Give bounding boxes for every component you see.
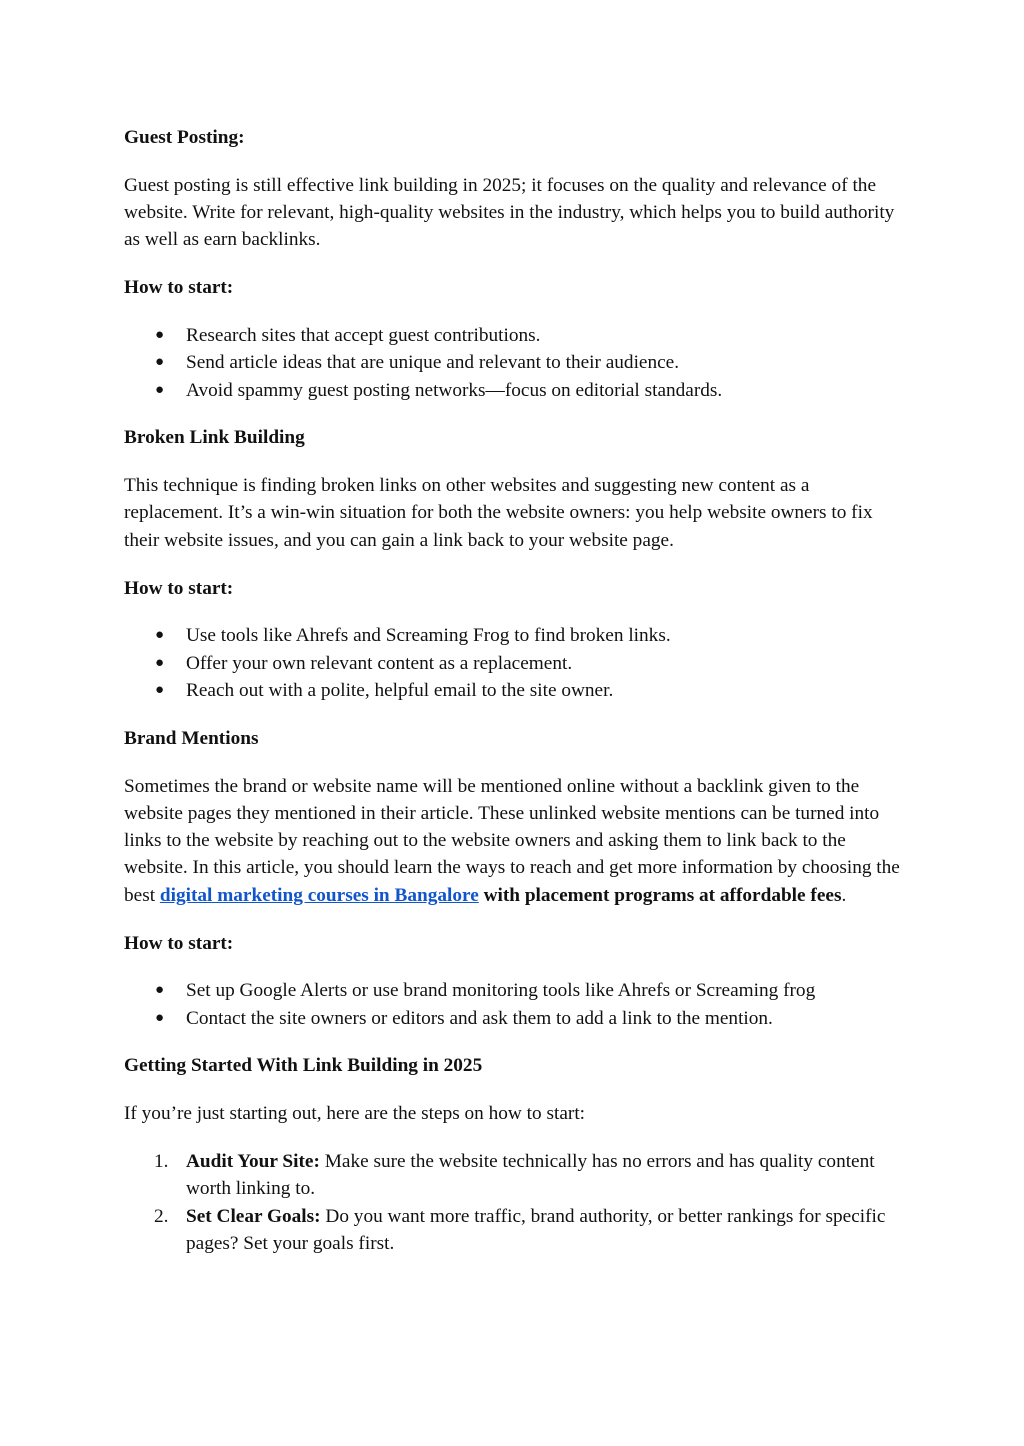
- bullet-icon: ●: [155, 381, 165, 398]
- list-item: ● Research sites that accept guest contributions.: [186, 322, 902, 349]
- bullet-icon: ●: [155, 681, 165, 698]
- list-item: ● Set up Google Alerts or use brand monitoring tools like Ahrefs or Screaming frog: [186, 977, 902, 1004]
- digital-marketing-courses-link[interactable]: digital marketing courses in Bangalore: [159, 884, 479, 906]
- getting-started-heading: Getting Started With Link Building in 2025: [124, 1055, 483, 1077]
- getting-started-steps: [124, 1148, 902, 1257]
- brand-howto-list: [124, 977, 902, 1032]
- guest-posting-body: Guest posting is still effective link building in 2025; it focuses on the quality and relevance of the website. Write for relevant, high-quality websites in the industry, which helps you to build authority as well as earn backlinks.: [124, 174, 895, 251]
- list-item: ● Reach out with a polite, helpful email to the site owner.: [186, 677, 902, 704]
- brand-mentions-heading: Brand Mentions: [124, 727, 259, 749]
- broken-link-body: This technique is finding broken links on other websites and suggesting new content as a replacement. It’s a win-win situation for both the website owners: you help website owners to fix their website issues, and you can gain a link back to your website page.: [124, 475, 873, 551]
- bullet-icon: ●: [155, 326, 165, 343]
- broken-howto-heading: How to start:: [124, 577, 234, 599]
- broken-howto-list: [124, 622, 902, 704]
- list-item: ● Avoid spammy guest posting networks—focus on editorial standards.: [186, 377, 902, 404]
- bullet-icon: ●: [155, 982, 165, 999]
- bullet-icon: ●: [155, 354, 165, 371]
- bullet-icon: ●: [155, 1009, 165, 1026]
- guest-howto-heading: How to start:: [124, 277, 234, 299]
- list-item: ● Contact the site owners or editors and ask them to add a link to the mention.: [186, 1005, 902, 1032]
- guest-posting-heading: Guest Posting:: [124, 127, 245, 148]
- guest-howto-list: [124, 322, 902, 404]
- getting-started-intro: If you’re just starting out, here are the steps on how to start:: [124, 1103, 586, 1125]
- brand-howto-heading: How to start:: [124, 932, 234, 954]
- list-item: ● Offer your own relevant content as a replacement.: [186, 650, 902, 677]
- brand-mentions-body: Sometimes the brand or website name will be mentioned online without a backlink given to the website pages they mentioned in their article. These unlinked website mentions can be turned into links to the website by reaching out to the website owners and asking them to link back to the website. In this article, you should learn the ways to reach and get more information by choosing the best digital marketing courses in Bangalore with placement programs at affordable fees.: [124, 775, 900, 906]
- broken-link-heading: Broken Link Building: [124, 427, 305, 449]
- list-item: 2. Set Clear Goals: Do you want more traffic, brand authority, or better rankings for specific pages? Set your goals first.: [154, 1205, 886, 1254]
- bullet-icon: ●: [155, 627, 165, 644]
- bullet-icon: ●: [155, 654, 165, 671]
- list-item: 1. Audit Your Site: Make sure the website technically has no errors and has quality content worth linking to.: [154, 1151, 875, 1200]
- list-item: ● Send article ideas that are unique and relevant to their audience.: [186, 349, 902, 376]
- list-item: ● Use tools like Ahrefs and Screaming Frog to find broken links.: [186, 622, 902, 649]
